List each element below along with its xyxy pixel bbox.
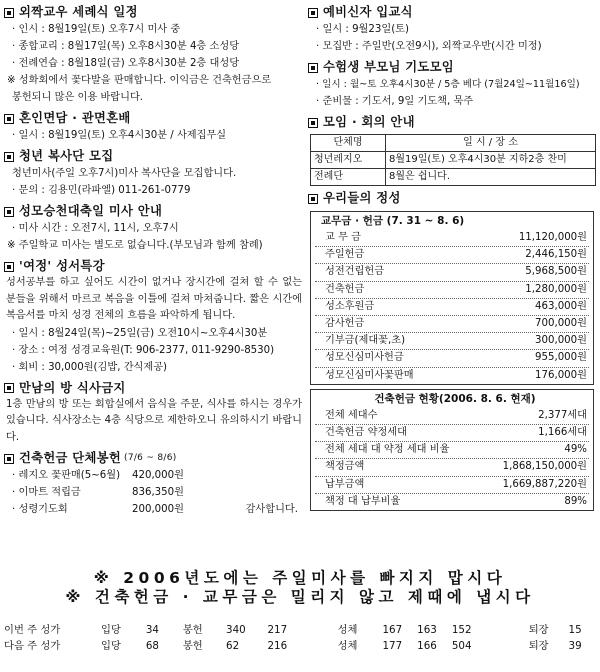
item-amount: 300,000원 (535, 335, 587, 347)
section-assumption-mass (4, 203, 304, 254)
item-label: 교 무 금 (325, 232, 361, 243)
hymn-cell: 166 (417, 640, 437, 652)
square-bullet-icon (4, 152, 14, 162)
table-row (311, 152, 596, 169)
info-line: · 준비물 : 기도서, 9일 기도책, 묵주 (316, 96, 474, 107)
hymn-cell: 34 (145, 624, 159, 636)
info-line: · 일시 : 8월19일(토) 오후4시30분 / 사제집무실 (12, 130, 227, 141)
info-line: · 일시 : 9월23일(토) (316, 24, 409, 35)
date-range: (7/6 ~ 8/6) (124, 453, 177, 463)
info-line: · 문의 : 김용민(라파엘) 011-261-0779 (12, 185, 191, 196)
building-fund-list (315, 408, 589, 510)
item-label: 성모신심미사꽃판매 (325, 369, 414, 381)
info-line: · 장소 : 여정 성경교육원(T: 906-2377, 011-9290-8530) (12, 344, 275, 356)
section-catechumen (308, 4, 596, 55)
offering-amount: 200,000원 (132, 504, 184, 515)
hymn-row (0, 638, 600, 654)
column-header: 일 시 / 장 소 (386, 135, 596, 152)
hymn-cell: 다음 주 성가 (4, 640, 61, 652)
building-fund-box (310, 389, 594, 511)
square-bullet-icon (4, 262, 14, 272)
square-bullet-icon (308, 194, 318, 204)
item-label: 성소후원금 (325, 300, 375, 312)
list-item (315, 408, 589, 425)
hymn-cell: 성체 (337, 624, 358, 636)
section-title: 혼인면담 · 관면혼배 (19, 111, 131, 125)
hymn-cell: 340 (226, 624, 246, 636)
section-title: 수험생 부모님 기도모임 (323, 60, 454, 74)
info-line: · 일시 : 8월24일(목)~25일(금) 오전10시~오후4시30분 (12, 327, 268, 339)
item-label: 책정 대 납부비율 (325, 495, 401, 507)
item-label: 건축헌금 약정세대 (325, 427, 407, 439)
item-amount: 1,280,000원 (525, 283, 587, 295)
hymn-cell: 봉헌 (182, 624, 203, 636)
item-label: 기부금(제대꽃,초) (325, 335, 406, 347)
square-bullet-icon (4, 207, 14, 217)
section-title: 성모승천대축일 미사 안내 (19, 204, 163, 218)
list-item (315, 477, 589, 494)
section-foreign-spouse-baptism (4, 4, 304, 106)
hymn-cell: 입당 (100, 640, 121, 652)
hymn-cell: 62 (226, 640, 240, 652)
note-line: ※ 성화회에서 꽃다발을 판매합니다. 이익금은 건축헌금으로 (7, 75, 272, 86)
info-line: · 인시 : 8월19일(토) 오후7시 미사 중 (12, 24, 181, 35)
square-bullet-icon (4, 383, 14, 393)
offering-row (4, 467, 304, 484)
hymn-row (0, 622, 600, 638)
item-amount: 700,000원 (535, 318, 587, 330)
item-amount: 2,377세대 (538, 409, 587, 421)
item-label: 성모신심미사헌금 (325, 352, 404, 364)
item-amount: 463,000원 (535, 300, 587, 312)
list-item (315, 459, 589, 476)
info-line: · 미사 시간 : 오전7시, 11시, 오후7시 (12, 223, 179, 234)
item-amount: 1,868,150,000원 (502, 461, 587, 473)
item-label: 감사헌금 (325, 318, 365, 330)
item-amount: 89% (564, 495, 587, 507)
list-item (315, 333, 589, 350)
hymn-cell: 167 (382, 624, 403, 636)
info-line: · 회비 : 30,000원(김밥, 간식제공) (12, 361, 168, 373)
section-youth-altar-servers (4, 148, 304, 199)
table-row (311, 169, 596, 186)
list-item (315, 247, 589, 264)
info-line: · 일시 : 월~토 오후4시30분 / 5층 베다 (7월24일~11월16일) (316, 79, 580, 90)
description-paragraph: 1층 만남의 방 또는 회합실에서 음식을 주문, 식사를 하시는 경우가 있습니다. 식사장소는 4층 식당으로 제한하오니 유의하시기 바랍니다. (6, 398, 302, 443)
section-no-eating (4, 380, 304, 447)
section-meetings (308, 114, 596, 186)
description-paragraph: 성서공부를 하고 싶어도 시간이 없거나 장시간에 걸쳐 할 수 없는 분들을 위해서 마르코 복음을 이틀에 걸쳐 마쳐줍니다. 짧은 시간에 복음서를 마치 성경 전체의 흐름을 파악하게 됩니다. (6, 277, 302, 321)
thanks-text: 감사합니다. (245, 504, 298, 515)
hymn-cell: 504 (451, 640, 472, 652)
group-name: 청년레지오 (311, 152, 386, 169)
meeting-table (310, 134, 596, 186)
item-amount: 955,000원 (535, 352, 587, 364)
offering-label: · 성령기도회 (12, 504, 68, 515)
section-offerings (308, 190, 596, 511)
item-label: 전체 세대수 (325, 409, 378, 421)
column-header: 단체명 (311, 135, 386, 152)
hymn-cell: 이번 주 성가 (4, 624, 61, 636)
list-item (315, 316, 589, 333)
offering-row (4, 501, 304, 518)
offering-label: · 이마트 적립금 (12, 487, 81, 498)
section-title: 건축헌금 단체봉헌 (19, 451, 122, 465)
box-title: 교무금 · 헌금 (7. 31 ~ 8. 6) (321, 215, 465, 227)
hymn-cell: 216 (267, 640, 288, 652)
hymn-cell: 152 (451, 624, 472, 636)
note-line: ※ 주일학교 미사는 별도로 없습니다.(부모님과 함께 참례) (7, 240, 263, 251)
section-parents-prayer (308, 59, 596, 110)
item-amount: 1,166세대 (538, 427, 587, 439)
item-amount: 5,968,500원 (525, 266, 587, 278)
section-title: 외짝교우 세례식 일정 (19, 5, 138, 19)
list-item (315, 442, 589, 459)
note-line: 봉헌되니 많은 이용 바랍니다. (12, 92, 144, 103)
section-title: 청년 복사단 모집 (19, 149, 114, 163)
list-item (315, 299, 589, 316)
info-line: · 종합교리 : 8월17일(목) 오후8시30분 4층 소성당 (12, 41, 240, 52)
section-title: 예비신자 입교식 (323, 5, 413, 19)
group-schedule: 8월19일(토) 오후4시30분 지하2층 찬미 (386, 152, 596, 169)
table-header-row (311, 135, 596, 152)
offering-label: · 레지오 꽃판매(5~6월) (12, 470, 121, 481)
section-bible-lecture (4, 258, 304, 376)
hymn-cell: 성체 (337, 640, 358, 652)
section-title: 모임 · 회의 안내 (323, 115, 415, 129)
info-line: 청년미사(주일 오후7시)미사 복사단을 모집합니다. (12, 168, 237, 179)
hymn-cell: 봉헌 (182, 640, 203, 652)
item-label: 성전건립헌금 (325, 266, 385, 278)
offering-box (310, 211, 594, 385)
item-amount: 11,120,000원 (518, 232, 587, 243)
offering-amount: 836,350원 (132, 487, 184, 498)
item-amount: 49% (564, 444, 587, 456)
square-bullet-icon (4, 114, 14, 124)
group-schedule: 8월은 쉽니다. (386, 169, 596, 186)
list-item (315, 264, 589, 281)
section-title: 만남의 방 식사금지 (19, 380, 126, 395)
list-item (315, 425, 589, 442)
section-group-offering (4, 450, 304, 518)
item-amount: 176,000원 (535, 369, 587, 381)
square-bullet-icon (4, 454, 14, 464)
square-bullet-icon (4, 8, 14, 18)
item-label: 건축헌금 (325, 283, 365, 295)
offering-row (4, 484, 304, 501)
hymn-cell: 39 (568, 640, 582, 652)
group-name: 전례단 (311, 169, 386, 186)
list-item (315, 230, 589, 247)
hymn-cell: 15 (568, 624, 582, 636)
info-line: · 전례연습 : 8월18일(금) 오후8시30분 2층 대성당 (12, 58, 240, 69)
offering-amount: 420,000원 (132, 470, 184, 481)
right-column (308, 0, 596, 511)
banner-line: ※ 건축헌금 · 교무금은 밀리지 않고 제때에 냅시다 (65, 588, 535, 606)
hymn-cell: 163 (417, 624, 437, 636)
hymn-cell: 217 (267, 624, 288, 636)
list-item (315, 368, 589, 384)
left-column (4, 0, 304, 518)
list-item (315, 494, 589, 510)
banner-line: ※ 2006년도에는 주일미사를 빠지지 맙시다 (93, 569, 507, 587)
square-bullet-icon (308, 8, 318, 18)
hymn-cell: 68 (145, 640, 159, 652)
item-label: 주일헌금 (325, 249, 365, 261)
hymn-cell: 177 (382, 640, 403, 652)
item-amount: 2,446,150원 (525, 249, 587, 261)
hymn-table (0, 622, 600, 654)
info-line: · 모집반 : 주일반(오전9시), 외짝교우반(시간 미정) (316, 41, 542, 52)
section-title: '여정' 성서특강 (19, 259, 105, 273)
hymn-cell: 퇴장 (528, 640, 549, 652)
box-title: 건축헌금 현황(2006. 8. 6. 현재) (374, 392, 536, 405)
hymn-cell: 입당 (100, 624, 121, 636)
hymn-cell: 퇴장 (528, 624, 549, 636)
list-item (315, 350, 589, 367)
offering-list (315, 230, 589, 384)
section-marriage (4, 110, 304, 144)
square-bullet-icon (308, 118, 318, 128)
list-item (315, 282, 589, 299)
item-amount: 1,669,887,220원 (502, 478, 587, 490)
item-label: 책정금액 (325, 461, 365, 473)
item-label: 전체 세대 대 약정 세대 비율 (325, 444, 450, 456)
section-title: 우리들의 정성 (323, 191, 401, 205)
item-label: 납부금액 (325, 478, 365, 490)
square-bullet-icon (308, 63, 318, 73)
